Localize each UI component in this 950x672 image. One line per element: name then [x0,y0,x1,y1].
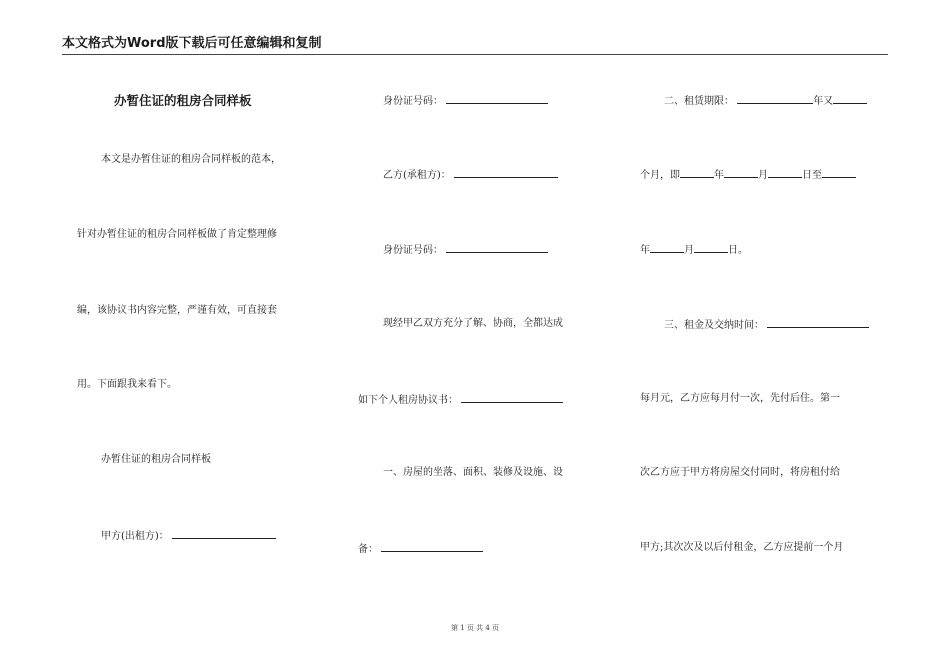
rent-label: 三、租金及交纳时间： [664,320,764,331]
paragraph-line: 次乙方应于甲方将房屋交付同时，将房租付给 [640,467,840,478]
start-day-blank [768,167,802,178]
equipment-blank [381,541,483,552]
subtitle-line: 办暂住证的租房合同样板 [101,454,211,465]
paragraph-line: 甲方;其次次及以后付租金，乙方应提前一个月 [640,542,844,553]
id-number-blank [446,93,548,104]
page-number: 第 1 页 共 4 页 [450,624,500,632]
start-year-blank [680,167,714,178]
period-label: 个月，即 [640,170,680,181]
equipment-field [358,541,483,557]
paragraph-line: 用。下面跟我来看下。 [77,379,177,390]
id-number-label: 身份证号码： [383,96,443,107]
year-label: 年 [714,170,724,181]
lease-term-label: 二、租赁期限： [664,96,734,107]
id-number-field [383,242,548,258]
month-label: 月 [684,245,694,256]
landlord-label: 甲方(出租方)： [101,531,169,542]
lease-period-line [640,167,856,183]
id-number-label: 身份证号码： [383,245,443,256]
landlord-blank [172,528,276,539]
id-number-field [383,93,548,109]
lease-term-field [664,93,867,109]
months-blank [833,93,867,104]
landlord-field [101,528,276,544]
day-to-label: 日至 [802,170,822,181]
id-number-blank [446,242,548,253]
equipment-label: 备： [358,544,378,555]
agreement-field [358,392,563,408]
start-month-blank [724,167,758,178]
document-title: 办暂住证的租房合同样板 [114,93,252,108]
end-day-blank [694,242,728,253]
day-label: 日。 [728,245,748,256]
agreement-label: 如下个人租房协议书： [358,395,458,406]
rent-blank [767,317,869,328]
end-year-blank [822,167,856,178]
rent-field [664,317,869,333]
paragraph-line: 一、房屋的坐落、面积、装修及设施、设 [383,467,563,478]
tenant-label: 乙方(承租方)： [383,170,451,181]
years-label: 年又 [813,96,834,107]
lease-end-line [640,242,748,258]
tenant-blank [454,167,558,178]
agreement-blank [461,392,563,403]
tenant-field [383,167,558,183]
paragraph-line: 针对办暂住证的租房合同样板做了肯定整理修 [77,229,277,240]
paragraph-line: 编，该协议书内容完整，严谨有效，可直接套 [77,305,277,316]
paragraph-line: 本文是办暂住证的租房合同样板的范本， [101,154,281,165]
year-label: 年 [640,245,650,256]
years-blank [737,93,813,104]
paragraph-line: 每月元，乙方应每月付一次，先付后住。第一 [640,393,840,404]
paragraph-line: 现经甲乙双方充分了解、协商，全都达成 [383,318,563,329]
document-header: 本文格式为Word版下载后可任意编辑和复制 [62,36,888,55]
end-month-blank [650,242,684,253]
month-label: 月 [758,170,768,181]
